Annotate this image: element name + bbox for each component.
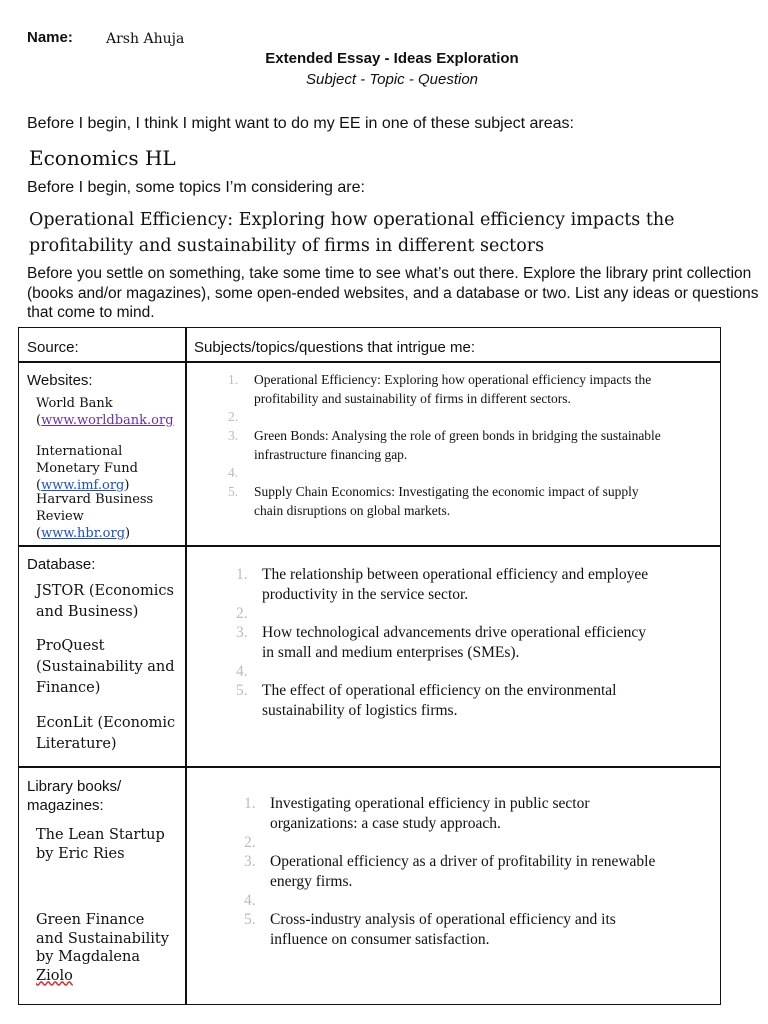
name-value: Arsh Ahuja	[106, 31, 185, 47]
column-header-ideas: Subjects/topics/questions that intrigue me:	[194, 339, 475, 356]
source-name: Harvard Business Review	[36, 492, 154, 524]
table-row-divider	[18, 766, 721, 768]
source-item: The Lean Startup by Eric Ries	[36, 827, 165, 862]
topics-prompt: Before I begin, some topics I’m considering are:	[27, 179, 365, 196]
idea-blank: 2.	[236, 605, 248, 622]
idea-item: 1. The relationship between operational efficiency and employee productivity in the service sector.	[236, 566, 649, 603]
idea-item: 3. How technological advancements drive operational efficiency in small and medium enterprises (SMEs).	[236, 624, 647, 661]
idea-blank: 4.	[228, 465, 239, 480]
source-link[interactable]: www.hbr.org	[41, 526, 126, 541]
column-header-source: Source:	[27, 339, 79, 356]
table-column-divider	[185, 327, 187, 1005]
websites-title: Websites:	[27, 372, 93, 389]
subject-prompt: Before I begin, I think I might want to do my EE in one of these subject areas:	[27, 115, 574, 132]
source-item: Harvard Business Review (www.hbr.org)	[36, 492, 154, 541]
source-link[interactable]: www.worldbank.org	[41, 413, 174, 428]
idea-item: 3. Green Bonds: Analysing the role of green bonds in bridging the sustainable infrastructure financing gap.	[228, 428, 661, 462]
source-item: JSTOR (Economics and Business)	[36, 583, 174, 620]
table-row-divider	[18, 545, 721, 547]
source-item: Green Finance and Sustainability by Magdalena Ziolo	[36, 912, 169, 984]
idea-item: 5. The effect of operational efficiency on the environmental sustainability of logistics firms.	[236, 682, 617, 719]
idea-item: 3. Operational efficiency as a driver of profitability in renewable energy firms.	[244, 853, 656, 890]
idea-item: 1. Investigating operational efficiency in public sector organizations: a case study approach.	[244, 795, 590, 832]
source-item: EconLit (Economic Literature)	[36, 715, 176, 752]
idea-blank: 4.	[244, 892, 256, 909]
document-title: Extended Essay - Ideas Exploration	[265, 50, 519, 67]
source-item: World Bank (www.worldbank.org	[36, 395, 181, 429]
source-name: World Bank	[36, 396, 113, 411]
idea-item: 1. Operational Efficiency: Exploring how operational efficiency impacts the profitability and sustainability of firms in different sectors.	[228, 372, 652, 406]
source-link[interactable]: www.imf.org	[41, 478, 125, 493]
explore-prompt: Before you settle on something, take some time to see what’s out there. Explore the library print collection (books and/or magazines), some open-ended websites, and a database or two. List any ideas or questions that come to mind.	[27, 265, 759, 321]
topics-answer: Operational Efficiency: Exploring how operational efficiency impacts the profitability and sustainability of firms in different sectors	[29, 210, 675, 256]
source-item: International Monetary Fund (www.imf.org)	[36, 444, 138, 493]
name-label: Name:	[27, 29, 73, 46]
spellcheck-flag: Ziolo	[36, 967, 73, 984]
source-item: ProQuest (Sustainability and Finance)	[36, 638, 175, 696]
subject-answer: Economics HL	[29, 146, 176, 170]
idea-blank: 2.	[228, 409, 239, 424]
idea-item: 5. Cross-industry analysis of operational efficiency and its influence on consumer satisfaction.	[244, 911, 616, 948]
idea-item: 5. Supply Chain Economics: Investigating the economic impact of supply chain disruptions on global markets.	[228, 484, 639, 518]
document-subtitle: Subject - Topic - Question	[305, 71, 479, 88]
source-name: International Monetary Fund	[36, 444, 138, 476]
table-header-divider	[18, 361, 721, 363]
database-title: Database:	[27, 556, 96, 573]
library-title: Library books/ magazines:	[27, 778, 122, 814]
idea-blank: 2.	[244, 834, 256, 851]
idea-blank: 4.	[236, 663, 248, 680]
